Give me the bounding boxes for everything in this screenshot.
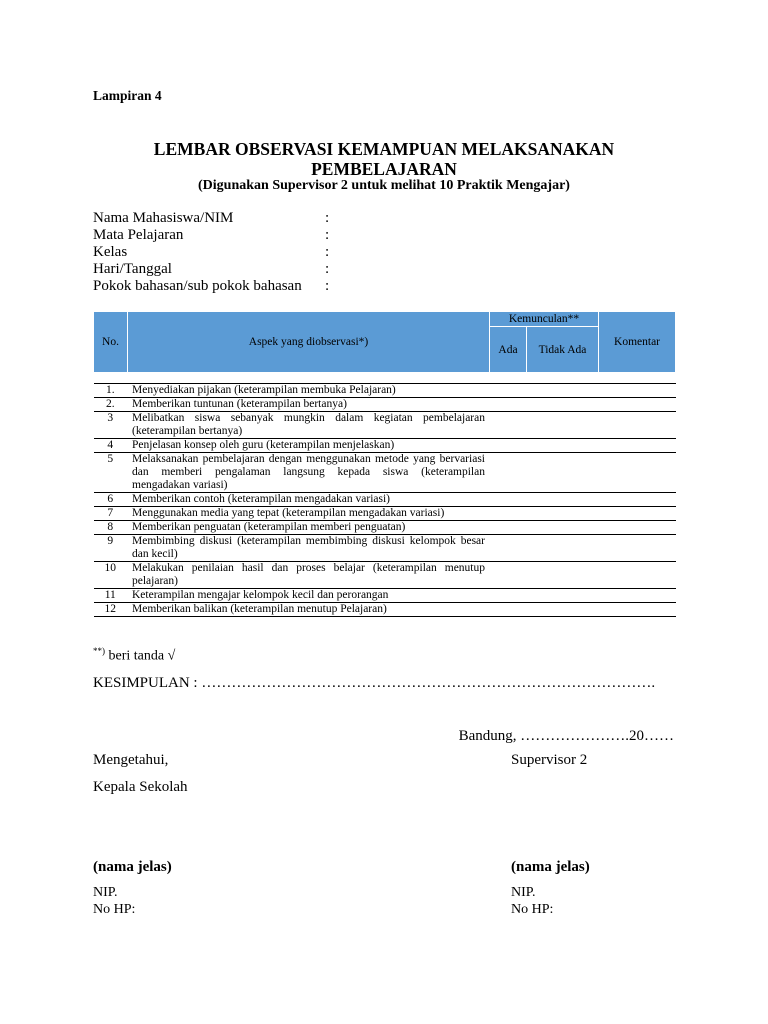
supervisor-role: Supervisor 2 bbox=[511, 752, 588, 768]
ada-cell[interactable] bbox=[490, 535, 527, 562]
komentar-cell[interactable] bbox=[599, 384, 676, 398]
row-aspect bbox=[128, 521, 490, 535]
aspect-text: Memberikan balikan (keterampilan menutup Pelajaran) bbox=[132, 603, 387, 615]
conclusion-line: KESIMPULAN : ………………………………………………………………………………. bbox=[93, 675, 656, 691]
aspect-text: Memberikan contoh (keterampilan mengadakan variasi) bbox=[132, 493, 391, 505]
header-kemunculan: Kemunculan** bbox=[490, 312, 599, 327]
header-komentar: Komentar bbox=[599, 312, 676, 373]
tidak-ada-cell[interactable] bbox=[527, 562, 599, 589]
spacer-cell bbox=[128, 373, 490, 384]
field-colon: : bbox=[325, 278, 330, 294]
row-aspect bbox=[128, 603, 490, 617]
ada-cell[interactable] bbox=[490, 384, 527, 398]
header-tidak-ada: Tidak Ada bbox=[527, 327, 599, 373]
field-label: Hari/Tanggal bbox=[93, 261, 172, 277]
field-row-nama bbox=[93, 210, 329, 227]
field-colon: : bbox=[325, 210, 330, 226]
tidak-ada-cell[interactable] bbox=[527, 439, 599, 453]
table-row bbox=[94, 398, 676, 412]
field-colon: : bbox=[325, 227, 330, 243]
komentar-cell[interactable] bbox=[599, 562, 676, 589]
spacer-cell bbox=[94, 373, 128, 384]
field-row-kelas bbox=[93, 244, 329, 261]
table-row bbox=[94, 521, 676, 535]
tidak-ada-cell[interactable] bbox=[527, 412, 599, 439]
tidak-ada-cell[interactable] bbox=[527, 507, 599, 521]
aspect-text: Melakukan penilaian hasil dan proses belajar (keterampilan menutup pelajaran) bbox=[132, 562, 485, 587]
ada-cell[interactable] bbox=[490, 439, 527, 453]
komentar-cell[interactable] bbox=[599, 507, 676, 521]
field-label: Mata Pelajaran bbox=[93, 227, 184, 243]
field-row-tanggal bbox=[93, 261, 329, 278]
row-aspect bbox=[128, 589, 490, 603]
row-aspect bbox=[128, 493, 490, 507]
supervisor-name: (nama jelas) bbox=[511, 859, 590, 875]
principal-role: Kepala Sekolah bbox=[93, 779, 188, 795]
tidak-ada-cell[interactable] bbox=[527, 493, 599, 507]
table-row bbox=[94, 439, 676, 453]
komentar-cell[interactable] bbox=[599, 412, 676, 439]
table-row bbox=[94, 412, 676, 439]
table-row bbox=[94, 453, 676, 493]
row-number: 9 bbox=[94, 535, 128, 562]
table-row bbox=[94, 493, 676, 507]
table-row bbox=[94, 562, 676, 589]
aspect-text: Memberikan tuntunan (keterampilan bertanya) bbox=[132, 398, 347, 410]
identity-fields bbox=[93, 210, 329, 295]
aspect-text: Penjelasan konsep oleh guru (keterampilan menjelaskan) bbox=[132, 439, 395, 451]
komentar-cell[interactable] bbox=[599, 589, 676, 603]
place-date-line: Bandung, ………………….20…… bbox=[458, 728, 674, 744]
field-label: Pokok bahasan/sub pokok bahasan bbox=[93, 278, 302, 294]
row-aspect bbox=[128, 507, 490, 521]
ada-cell[interactable] bbox=[490, 603, 527, 617]
ada-cell[interactable] bbox=[490, 562, 527, 589]
ada-cell[interactable] bbox=[490, 507, 527, 521]
ada-cell[interactable] bbox=[490, 398, 527, 412]
row-number: 10 bbox=[94, 562, 128, 589]
supervisor-phone: No HP: bbox=[511, 902, 554, 917]
row-aspect bbox=[128, 398, 490, 412]
ada-cell[interactable] bbox=[490, 453, 527, 493]
field-row-pokok-bahasan bbox=[93, 278, 329, 295]
field-label: Kelas bbox=[93, 244, 128, 260]
row-number: 7 bbox=[94, 507, 128, 521]
komentar-cell[interactable] bbox=[599, 493, 676, 507]
note-marker: **) bbox=[93, 646, 105, 656]
komentar-cell[interactable] bbox=[599, 521, 676, 535]
table-row bbox=[94, 589, 676, 603]
spacer-cell bbox=[527, 373, 599, 384]
aspect-text: Melaksanakan pembelajaran dengan menggunakan metode yang bervariasi dan memberi pengalaman langsung kepada siswa (keterampilan mengadakan variasi) bbox=[132, 453, 485, 491]
row-number: 1. bbox=[94, 384, 128, 398]
tidak-ada-cell[interactable] bbox=[527, 603, 599, 617]
aspect-text: Melibatkan siswa sebanyak mungkin dalam kegiatan pembelajaran (keterampilan bertanya) bbox=[132, 412, 485, 437]
table-spacer-row bbox=[94, 373, 676, 384]
row-aspect bbox=[128, 535, 490, 562]
note bbox=[93, 646, 175, 665]
aspect-text: Menggunakan media yang tepat (keterampilan mengadakan variasi) bbox=[132, 507, 445, 519]
page-title-line1: LEMBAR OBSERVASI KEMAMPUAN MELAKSANAKAN bbox=[153, 139, 615, 159]
page-subtitle: (Digunakan Supervisor 2 untuk melihat 10 Praktik Mengajar) bbox=[198, 178, 570, 193]
table-row bbox=[94, 603, 676, 617]
principal-nip: NIP. bbox=[93, 885, 118, 900]
tidak-ada-cell[interactable] bbox=[527, 398, 599, 412]
header-aspek: Aspek yang diobservasi*) bbox=[128, 312, 490, 373]
ada-cell[interactable] bbox=[490, 493, 527, 507]
ada-cell[interactable] bbox=[490, 589, 527, 603]
field-colon: : bbox=[325, 261, 330, 277]
row-aspect bbox=[128, 453, 490, 493]
acknowledged-label: Mengetahui, bbox=[93, 752, 169, 768]
row-number: 5 bbox=[94, 453, 128, 493]
principal-name: (nama jelas) bbox=[93, 859, 172, 875]
komentar-cell[interactable] bbox=[599, 398, 676, 412]
spacer-cell bbox=[490, 373, 527, 384]
table-row bbox=[94, 384, 676, 398]
table-row bbox=[94, 507, 676, 521]
aspect-text: Keterampilan mengajar kelompok kecil dan perorangan bbox=[132, 589, 389, 601]
header-no: No. bbox=[94, 312, 128, 373]
supervisor-nip: NIP. bbox=[511, 885, 536, 900]
komentar-cell[interactable] bbox=[599, 603, 676, 617]
field-row-mapel bbox=[93, 227, 329, 244]
row-aspect bbox=[128, 412, 490, 439]
header-ada: Ada bbox=[490, 327, 527, 373]
tidak-ada-cell[interactable] bbox=[527, 521, 599, 535]
komentar-cell[interactable] bbox=[599, 535, 676, 562]
ada-cell[interactable] bbox=[490, 412, 527, 439]
table-row bbox=[94, 535, 676, 562]
row-number: 6 bbox=[94, 493, 128, 507]
tidak-ada-cell[interactable] bbox=[527, 535, 599, 562]
tidak-ada-cell[interactable] bbox=[527, 589, 599, 603]
komentar-cell[interactable] bbox=[599, 439, 676, 453]
row-number: 3 bbox=[94, 412, 128, 439]
row-number: 8 bbox=[94, 521, 128, 535]
komentar-cell[interactable] bbox=[599, 453, 676, 493]
note-text: beri tanda √ bbox=[105, 648, 176, 664]
aspect-text: Membimbing diskusi (keterampilan membimbing diskusi kelompok besar dan kecil) bbox=[132, 535, 485, 560]
aspect-text: Menyediakan pijakan (keterampilan membuka Pelajaran) bbox=[132, 384, 396, 396]
field-colon: : bbox=[325, 244, 330, 260]
field-label: Nama Mahasiswa/NIM bbox=[93, 210, 234, 226]
row-aspect bbox=[128, 439, 490, 453]
row-number: 11 bbox=[94, 589, 128, 603]
row-number: 12 bbox=[94, 603, 128, 617]
row-aspect bbox=[128, 384, 490, 398]
row-aspect bbox=[128, 562, 490, 589]
principal-phone: No HP: bbox=[93, 902, 136, 917]
tidak-ada-cell[interactable] bbox=[527, 453, 599, 493]
spacer-cell bbox=[599, 373, 676, 384]
ada-cell[interactable] bbox=[490, 521, 527, 535]
row-number: 4 bbox=[94, 439, 128, 453]
aspect-text: Memberikan penguatan (keterampilan memberi penguatan) bbox=[132, 521, 406, 533]
page-title-line2: PEMBELAJARAN bbox=[311, 159, 457, 179]
row-number: 2. bbox=[94, 398, 128, 412]
observation-table bbox=[93, 311, 676, 617]
appendix-label: Lampiran 4 bbox=[93, 88, 162, 103]
tidak-ada-cell[interactable] bbox=[527, 384, 599, 398]
